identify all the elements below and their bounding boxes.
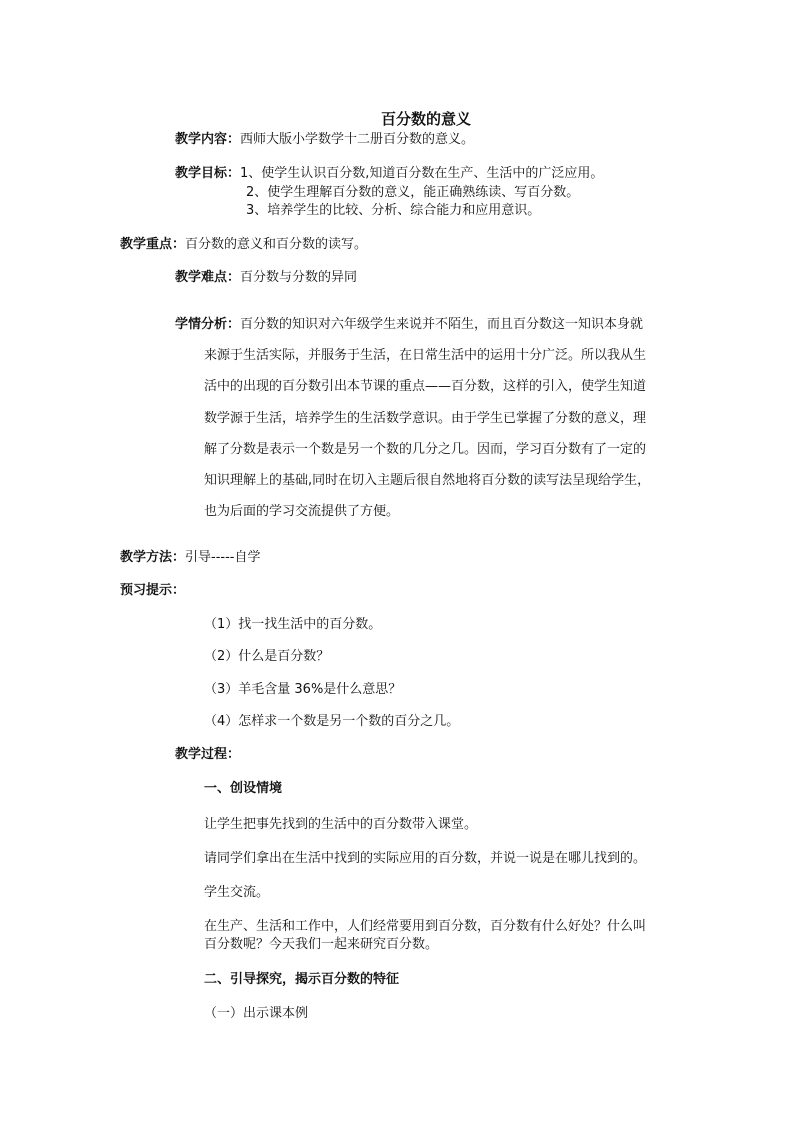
section-1-heading: 一、创设情境 (204, 781, 283, 796)
analysis-line-2: 来源于生活实际，并服务于生活，在日常生活中的运用十分广泛。所以我从生 (204, 348, 647, 363)
analysis-line-7: 也为后面的学习交流提供了方便。 (204, 504, 400, 519)
difficulty-row (175, 269, 357, 287)
section-1-paragraph-4-line-1: 在生产、生活和工作中，人们经常要用到百分数，百分数有什么好处？什么叫 (204, 919, 647, 934)
preview-item-2: （2）什么是百分数？ (204, 649, 330, 664)
process-label: 教学过程： (175, 747, 241, 762)
method-label: 教学方法： (120, 550, 186, 565)
difficulty-label: 教学难点： (175, 270, 241, 285)
analysis-line-3: 活中的出现的百分数引出本节课的重点——百分数，这样的引入，使学生知道 (204, 379, 647, 394)
analysis-row (175, 316, 643, 334)
content-text: 西师大版小学数学十二册百分数的意义。 (240, 132, 475, 147)
analysis-line-6: 知识理解上的基础,同时在切入主题后很自然地将百分数的读写法呈现给学生， (204, 473, 651, 488)
section-2-heading: 二、引导探究，揭示百分数的特征 (204, 972, 400, 987)
goals-label: 教学目标： (175, 166, 241, 181)
method-text: 引导-----自学 (185, 550, 261, 565)
difficulty-text: 百分数与分数的异同 (240, 270, 358, 285)
section-1-paragraph-1: 让学生把事先找到的生活中的百分数带入课堂。 (204, 817, 478, 832)
method-row (120, 549, 260, 567)
preview-item-4: （4）怎样求一个数是另一个数的百分之几。 (204, 714, 460, 729)
preview-label: 预习提示： (120, 583, 186, 598)
focus-row (120, 236, 367, 254)
document-title: 百分数的意义 (381, 110, 472, 128)
analysis-label: 学情分析： (175, 317, 241, 332)
focus-text: 百分数的意义和百分数的读写。 (185, 237, 368, 252)
section-1-paragraph-2: 请同学们拿出在生活中找到的实际应用的百分数，并说一说是在哪儿找到的。 (204, 851, 647, 866)
goals-row (175, 165, 603, 183)
content-row (175, 131, 474, 149)
section-1-paragraph-4-line-2: 百分数呢？今天我们一起来研究百分数。 (204, 937, 439, 952)
focus-label: 教学重点： (120, 237, 186, 252)
preview-item-1: （1）找一找生活中的百分数。 (204, 617, 382, 632)
analysis-line-4: 数学源于生活，培养学生的生活数学意识。由于学生已掌握了分数的意义，理 (204, 411, 647, 426)
content-label: 教学内容： (175, 132, 241, 147)
goal-item-3: 3、培养学生的比较、分析、综合能力和应用意识。 (246, 203, 541, 218)
analysis-line-1: 百分数的知识对六年级学生来说并不陌生，而且百分数这一知识本身就 (240, 317, 644, 332)
preview-item-3: （3）羊毛含量 36%是什么意思？ (204, 682, 402, 697)
goal-item-2: 2、使学生理解百分数的意义，能正确熟练读、写百分数。 (246, 185, 580, 200)
section-2-sub-1: （一）出示课本例 (204, 1006, 309, 1021)
section-1-paragraph-3: 学生交流。 (204, 885, 270, 900)
goal-item-1: 1、使学生认识百分数,知道百分数在生产、生活中的广泛应用。 (240, 166, 604, 181)
analysis-line-5: 解了分数是表示一个数是另一个数的几分之几。因而，学习百分数有了一定的 (204, 442, 647, 457)
